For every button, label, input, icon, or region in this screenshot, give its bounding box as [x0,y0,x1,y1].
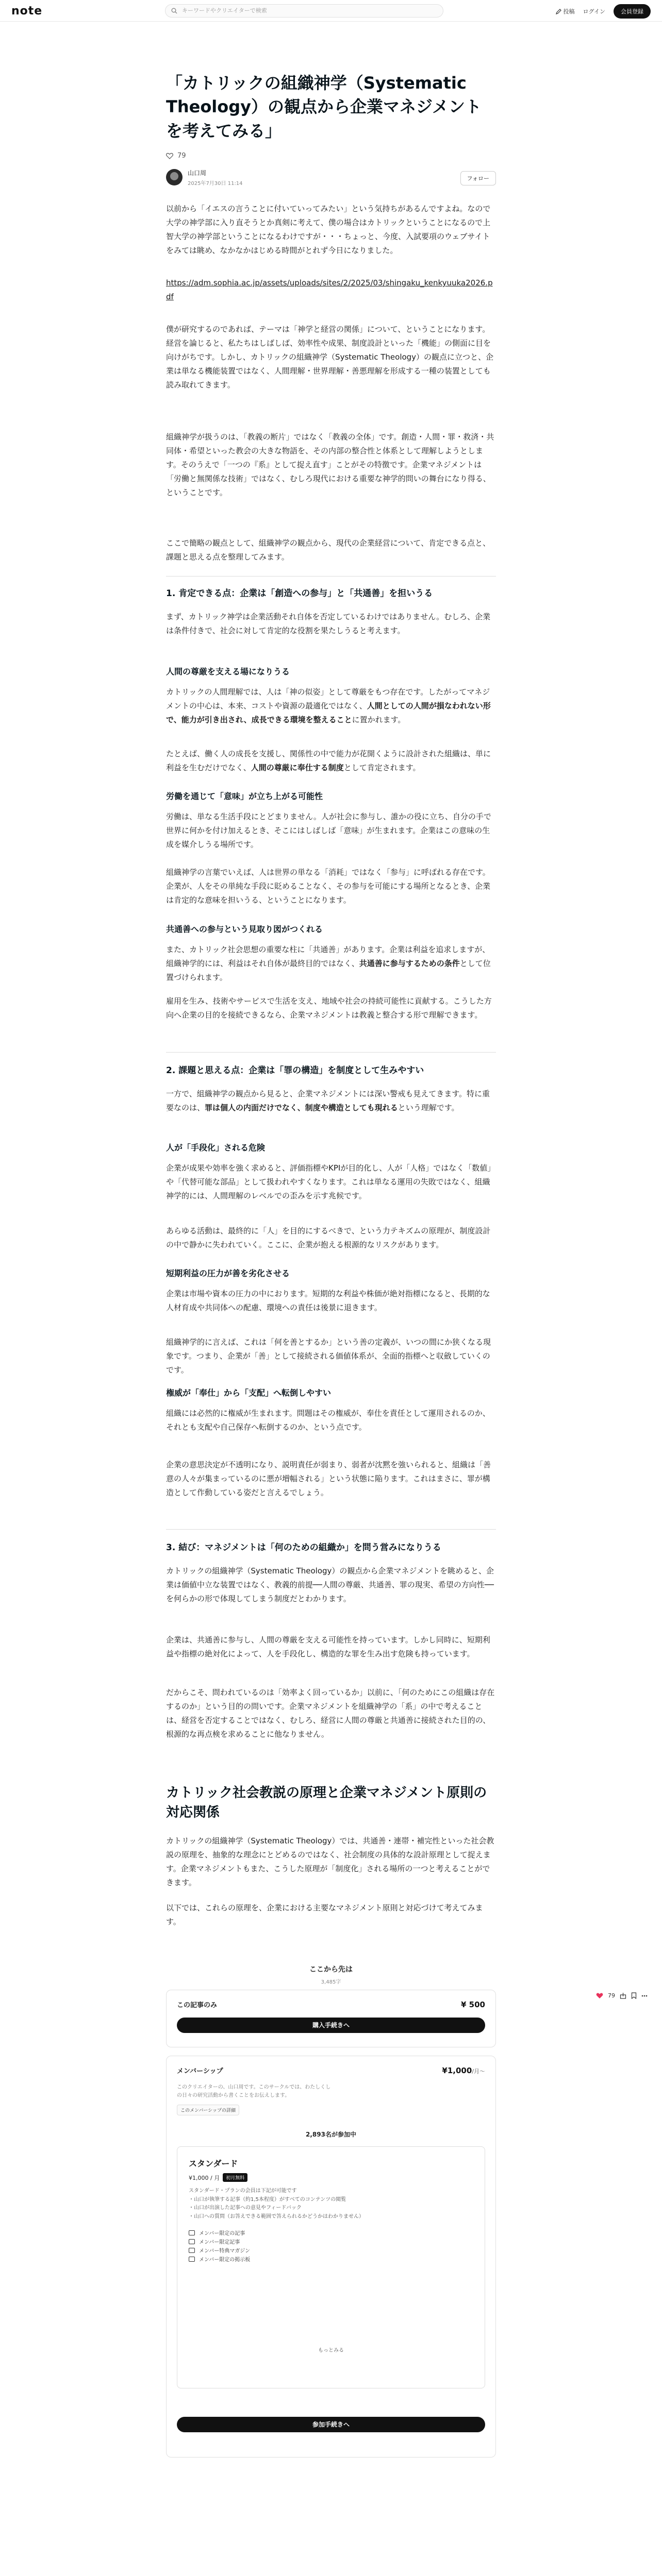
benefit-item: メンバー限定の掲示板 [189,2255,473,2263]
section-1b-paragraph-2: 組織神学の言葉でいえば、人は世界の単なる「消耗」ではなく「参与」に呼ばれる存在です。企業が、人をその単純な手段に貶めることなく、その参与を可能にする場所となるとき、企業は肯定的な意味を担いうる、ということになります。 [166,868,491,905]
signup-button[interactable]: 会員登録 [614,4,651,19]
document-icon [189,2239,195,2244]
floating-actions [596,1992,648,1999]
note-logo[interactable]: note [11,5,43,18]
plan-price: ¥1,000 / 月 初月無料 [189,2173,473,2182]
section-3-paragraph-2: 企業は、共通善に参与し、人間の尊厳を支える可能性を持っています。しかし同時に、短期利益や指標の絶対化によって、人を手段化し、構造的な罪を生み出す危険も持っています。 [166,1635,490,1658]
external-link[interactable]: https://adm.sophia.ac.jp/assets/uploads/sites/2/2025/03/shingaku_kenkyuuka2026.pdf [166,278,493,301]
author-block [166,167,496,188]
author-avatar[interactable] [166,169,183,185]
section-2c-paragraph-1: 組織には必然的に権威が生まれます。問題はその権威が、奉仕を責任として運用されるのか、それとも支配や自己保存へ転倒するのか、という点です。 [166,1409,490,1432]
search-icon [171,8,177,14]
intro-paragraph-2: 僕が研究するのであれば、テーマは「神学と経営の関係」について、ということになります。経営を論じると、私たちはしばしば、効率性や成果、制度設計といった「機能」の側面に目を向けがちです。しかし、カトリックの組織神学（Systematic Theology）の観点に立つと、企業は単なる機能装置ではなく、人間理解・世界理解・善悪理解を形成する一種の装置としても読み取れてきます。 [166,325,494,389]
section-2-paragraph: 一方で、組織神学の観点から見ると、企業マネジメントには深い警戒も見えてきます。特に重要なのは、罪は個人の内面だけでなく、制度や構造としても現れるという理解です。 [166,1089,490,1112]
join-button[interactable]: 参加手続きへ [177,2417,485,2432]
intro-paragraph-3: 組織神学が扱うのは、「教義の断片」ではなく「教義の全体」です。創造・人間・罪・救済・共同体・希望といった教会の大きな物語を、その内部の整合性と体系として理解しようとします。そのうえで「一つの『系』として捉え直す」ことがその特徴です。企業マネジメントは「労働と無関係な技術」ではなく、むしろ現代における重要な神学的問いの舞台になり得る、ということです。 [166,432,494,497]
section-4-paragraph-1: カトリックの組織神学（Systematic Theology）では、共通善・連帯・補完性といった社会教説の原理を、抽象的な理念にとどめるのではなく、社会制度の具体的な設計原理として捉えます。企業マネジメントもまた、こうした原理が「制度化」される場所の一つと考えることができます。 [166,1836,494,1887]
paywall-header [166,1964,496,1985]
article [166,22,496,188]
board-icon [189,2257,195,2262]
membership-card [166,2056,496,2458]
section-4-heading: カトリック社会教説の原理と企業マネジメント原則の対応関係 [166,1785,487,1820]
section-3-heading: 3. 結び：マネジメントは「何のための組織か」を問う営みになりうる [166,1543,441,1553]
section-2b-paragraph-1: 企業は市場や資本の圧力の中におります。短期的な利益や株価が絶対指標になると、長期的な人材育成や共同体への配慮、環境への責任は後景に退きます。 [166,1289,490,1312]
section-1c-paragraph-2: 雇用を生み、技術やサービスで生活を支え、地域や社会の持続可能性に貢献する。こうした方向へ企業の目的を接続できるなら、企業マネジメントは教義と整合する形で理解できます。 [166,996,492,1020]
login-link[interactable]: ログイン [583,8,605,15]
heart-icon[interactable] [166,152,173,159]
document-icon [189,2230,195,2235]
magazine-icon [189,2248,195,2253]
section-2c-heading: 権威が「奉仕」から「支配」へ転倒しやすい [166,1388,332,1398]
membership-description: このクリエイターの、山口周です。このサークルでは、わたしくしの日々の研究活動から書くことをお伝えします。 [177,2084,331,2098]
section-3-paragraph-3: だからこそ、問われているのは「効率よく回っているか」以前に、「何のためにこの組織は存在するのか」という目的の問いです。企業マネジメントを組織神学の「系」の中で考えることは、経営を否定することではなく、むしろ、経営に人間の尊厳と共通善に接続された目的の、根源的な再点検を求めることに他なりません。 [166,1688,495,1739]
plan-card [177,2146,485,2388]
search-input[interactable] [182,5,429,17]
side-like[interactable] [596,1992,603,1999]
benefit-item: メンバー限定の記事 [189,2228,473,2237]
heart-icon [596,1992,603,1999]
more-icon[interactable] [641,1995,648,1997]
single-purchase-card [166,1990,496,2047]
intro-paragraph-4: ここで簡略の観点として、組織神学の観点から、現代の企業経営について、肯定できる点と、課題と思える点を整理してみます。 [166,538,491,562]
follow-button[interactable]: フォロー [460,171,496,185]
intro-paragraph-1: 以前から「イエスの言うことに付いていってみたい」という気持ちがあるんですよね。なので大学の神学部に入り直そうとか真剣に考えて、僕の場合はカトリックということになるので上智大学の神学部ということになるわけですが・・・ちょっと、今度、入試要項のウェブサイトをみては眺め、なかなかはじめる時間がとれず今日になりました。 [166,204,491,255]
section-2b-heading: 短期利益の圧力が善を劣化させる [166,1268,290,1278]
single-purchase-label: この記事のみ [177,2002,218,2009]
section-2-heading: 2. 課題と思える点：企業は「罪の構造」を制度として生みやすい [166,1065,424,1076]
post-link[interactable] [556,7,575,15]
membership-tag-wrap [177,2104,485,2115]
author-info [188,168,243,187]
plan-description: スタンダード・プランの会員は下記が可能です ・山口が執筆する記事（約1,5本程度）がすべてのコンテンツの閲覧 ・山口が出演した記事への意見やフィードバック ・山口への質問（お答えできる範囲で答えられるかどうかはわかりません） [189,2188,364,2219]
purchase-button[interactable]: 購入手続きへ [177,2018,485,2033]
section-2b-paragraph-2: 組織神学的に言えば、これは「何を善とするか」という善の定義が、いつの間にか狭くなる現象です。つまり、企業が「善」として接続される価値体系が、全面的指標へと収斂していくのです。 [166,1337,491,1375]
post-date: 2025年7月30日 11:14 [188,180,243,187]
more-link[interactable]: もっとみる [318,2348,344,2353]
paywall-char-count: 3,485字 [321,1979,341,1985]
bookmark-icon[interactable] [631,1992,637,1999]
share-icon[interactable] [620,1992,626,1999]
section-2a-paragraph-2: あらゆる活動は、最終的に「人」を目的にするべきで、という力テキズムの原理が、制度設計の中で静かに失われていく。ここに、企業が抱える根源的なリスクがあります。 [166,1226,491,1249]
paywall-title: ここから先は [309,1965,353,1974]
benefit-item: メンバー限定記事 [189,2237,473,2246]
membership-detail-link[interactable]: このメンバーシップの詳細 [177,2105,239,2115]
plan-name: スタンダード [189,2159,238,2168]
section-2a-paragraph-1: 企業が成果や効率を強く求めると、評価指標やKPIが目的化し、人が「人格」ではなく「数値」や「代替可能な部品」として扱われやすくなります。これは単なる運用の失敗ではなく、組織神学的には、人間理解のレベルでの歪みを示す兆候です。 [166,1163,495,1200]
benefit-list [189,2228,473,2263]
plan-badge: 初月無料 [223,2173,247,2182]
article-title: 「カトリックの組織神学（Systematic Theology）の観点から企業マネジメントを考えてみる」 [166,73,482,141]
membership-price: ¥1,000/月〜 [442,2065,485,2075]
header-actions [556,4,651,19]
section-1c-paragraph-1: また、カトリック社会思想の重要な柱に「共通善」があります。企業は利益を追求しますが、組織神学的には、利益はそれ自体が最終目的ではなく、共通善に参与するための条件として位置づけられます。 [166,945,491,982]
section-1a-paragraph-2: たとえば、働く人の成長を支援し、関係性の中で能力が花開くように設計された組織は、単に利益を生むだけでなく、人間の尊厳に奉仕する制度として肯定されます。 [166,749,491,772]
section-4-paragraph-2: 以下では、これらの原理を、企業における主要なマネジメント原則と対応づけて考えてみます。 [166,1903,483,1926]
benefit-item: メンバー特典マガジン [189,2246,473,2255]
author-name[interactable]: 山口周 [188,169,207,177]
divider [166,1529,496,1530]
like-area-top [166,152,496,160]
section-1-paragraph: まず、カトリック神学は企業活動それ自体を否定しているわけではありません。むしろ、企業は条件付きで、社会に対して肯定的な役割を果たしうると考えます。 [166,612,491,635]
section-1b-heading: 労働を通じて「意味」が立ち上がる可能性 [166,791,323,801]
like-count-top: 79 [177,152,186,160]
side-like-count: 79 [608,1992,615,1999]
section-2a-heading: 人が「手段化」される危険 [166,1143,266,1153]
search-box[interactable] [165,4,443,18]
section-1a-heading: 人間の尊厳を支える場になりうる [166,667,290,676]
section-3-paragraph-1: カトリックの組織神学（Systematic Theology）の観点から企業マネジメントを眺めると、企業は価値中立な装置ではなく、教義的前提──人間の尊厳、共通善、罪の現実、希望の方向性──を何らかの形で体現してしまう制度だとわかります。 [166,1566,494,1603]
site-header [0,0,662,22]
section-2c-paragraph-2: 企業の意思決定が不透明になり、説明責任が弱まり、弱者が沈黙を強いられると、組織は「善意の人々が集まっているのに悪が増幅される」という状態に陥ります。これはまさに、罪が構造として作動している姿だと言えるでしょう。 [166,1460,491,1497]
membership-label: メンバーシップ [177,2067,223,2075]
member-count: 2,893名が参加中 [306,2131,356,2138]
single-purchase-price: ¥ 500 [461,1999,485,2009]
section-1c-heading: 共通善への参与という見取り図がつくれる [166,924,323,934]
section-1a-paragraph-1: カトリックの人間理解では、人は「神の似姿」として尊厳をもつ存在です。したがってマネジメントの中心は、本来、コストや資源の最適化ではなく、人間としての人間が損なわれない形で、能力が引き出され、成長できる環境を整えることに置かれます。 [166,687,491,724]
section-1b-paragraph-1: 労働は、単なる生活手段にとどまりません。人が社会に参与し、誰かの役に立ち、自分の手で世界に何かを付け加えるとき、そこにはしばしば「意味」が生まれます。企業はこの意味の生成を媒介しうる場所です。 [166,812,491,849]
divider [166,576,496,577]
section-1-heading: 1. 肯定できる点：企業は「創造への参与」と「共通善」を担いうる [166,588,433,599]
membership-row [177,2065,485,2075]
pen-icon [556,9,561,14]
post-label: 投稿 [563,8,575,15]
single-purchase-row [177,1999,485,2009]
divider [166,1052,496,1053]
